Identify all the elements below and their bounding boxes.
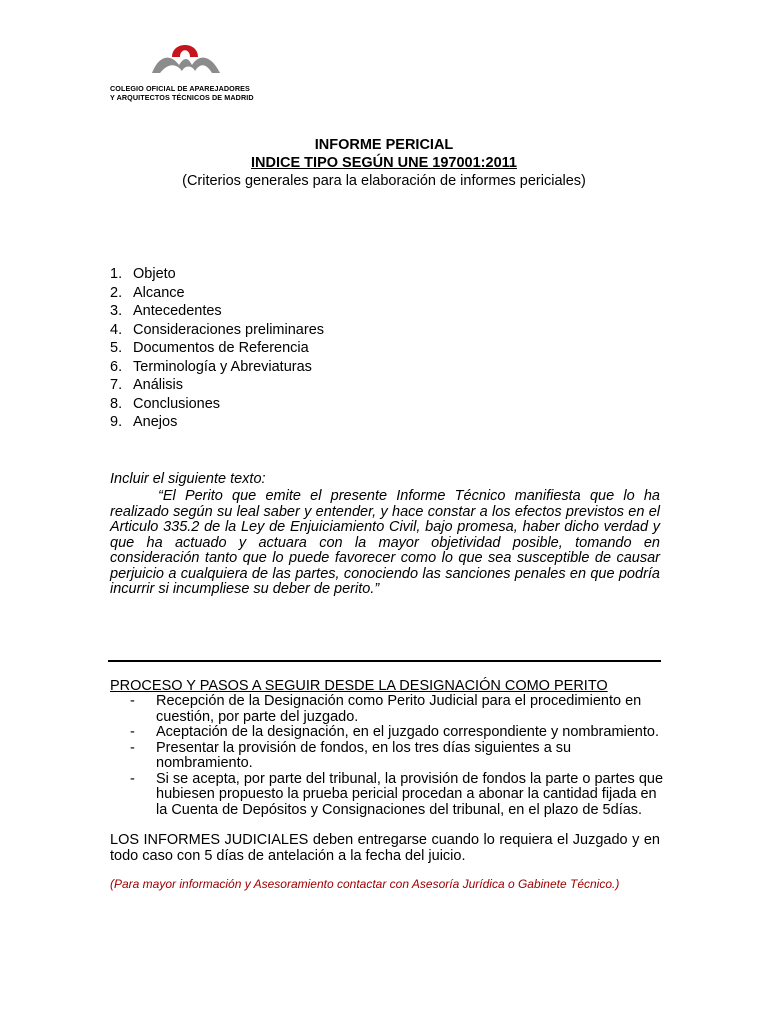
index-title: INDICE TIPO SEGÚN UNE 197001:2011: [251, 155, 517, 171]
process-steps-list: [110, 694, 670, 818]
step-text: Si se acepta, por parte del tribunal, la provisión de fondos la parte o partes que hubiesen propuesto la prueba pericial procedan a abonar la cantidad fijada en la Cuenta de Depósitos y Consignaciones del tribunal, en el plazo de 5días.: [156, 770, 664, 818]
index-number: 6.: [110, 358, 123, 375]
document-title: INFORME PERICIAL: [314, 137, 454, 153]
index-label: Terminología y Abreviaturas: [133, 358, 312, 375]
index-item: [110, 284, 324, 303]
step-text: Aceptación de la designación, en el juzgado correspondiente y nombramiento.: [156, 724, 659, 740]
logo-emblem-icon: [150, 35, 230, 77]
index-item: [110, 376, 324, 395]
index-item: [110, 302, 324, 321]
step-dash: -: [130, 770, 135, 787]
index-item: [110, 395, 324, 414]
index-label: Antecedentes: [133, 303, 222, 319]
index-number: 3.: [110, 303, 123, 319]
expert-statement-quote: “El Perito que emite el presente Informe Técnico manifiesta que lo ha realizado según su leal saber y entender, y hace constar a los efectos previstos en el Articulo 335.2 de la Ley de Enjuiciamiento Civil, bajo promesa, haber dicho verdad y que ha actuado y actuara con la mayor objetividad posible, tomando en consideración tanto que lo puede favorecer como lo que sea susceptible de causar perjuicio a cualquiera de las partes, conociendo las sanciones penales en que podría incurrir si incumpliese su deber de perito.”: [110, 488, 660, 597]
index-number: 4.: [110, 321, 123, 338]
index-number: 2.: [110, 284, 123, 301]
step-dash: -: [130, 724, 135, 740]
contact-note: (Para mayor información y Asesoramiento contactar con Asesoría Jurídica o Gabinete Técnico.): [110, 877, 620, 891]
index-item: [110, 321, 324, 340]
logo-red-arch: [172, 45, 198, 57]
process-step: [110, 694, 670, 725]
step-dash: -: [130, 739, 135, 756]
process-step: [110, 725, 670, 741]
judicial-reports-note: LOS INFORMES JUDICIALES deben entregarse cuando lo requiera el Juzgado y en todo caso con 5 días de antelación a la fecha del juicio.: [110, 832, 660, 864]
index-item: [110, 358, 324, 377]
index-item: [110, 339, 324, 358]
index-label: Análisis: [133, 377, 183, 393]
section-divider: [108, 660, 661, 662]
index-label: Conclusiones: [133, 395, 221, 412]
index-label: Consideraciones preliminares: [133, 321, 325, 338]
index-item: [110, 413, 324, 432]
document-subtitle: (Criterios generales para la elaboración de informes periciales): [182, 173, 586, 189]
index-number: 5.: [110, 340, 123, 356]
step-dash: -: [130, 693, 135, 709]
index-number: 8.: [110, 395, 123, 412]
logo-text-line2: Y ARQUITECTOS TÉCNICOS DE MADRID: [110, 93, 254, 102]
process-step: [110, 772, 670, 819]
process-step: [110, 741, 670, 772]
index-label: Documentos de Referencia: [133, 340, 309, 356]
step-text: Recepción de la Designación como Perito Judicial para el procedimiento en cuestión, por parte del juzgado.: [156, 693, 642, 725]
index-label: Objeto: [133, 266, 176, 282]
step-text: Presentar la provisión de fondos, en los tres días siguientes a su nombramiento.: [156, 739, 572, 771]
index-label: Anejos: [133, 414, 178, 430]
process-title: PROCESO Y PASOS A SEGUIR DESDE LA DESIGNACIÓN COMO PERITO: [110, 678, 608, 694]
index-label: Alcance: [133, 284, 185, 301]
logo-text-line1: COLEGIO OFICIAL DE APAREJADORES: [110, 84, 250, 93]
index-number: 9.: [110, 414, 123, 430]
statement-intro: Incluir el siguiente texto:: [110, 471, 266, 487]
logo-grey-shape: [152, 58, 220, 73]
document-header: [0, 136, 768, 190]
index-number: 1.: [110, 266, 123, 282]
index-list: [110, 265, 324, 432]
index-item: [110, 265, 324, 284]
index-number: 7.: [110, 377, 123, 393]
